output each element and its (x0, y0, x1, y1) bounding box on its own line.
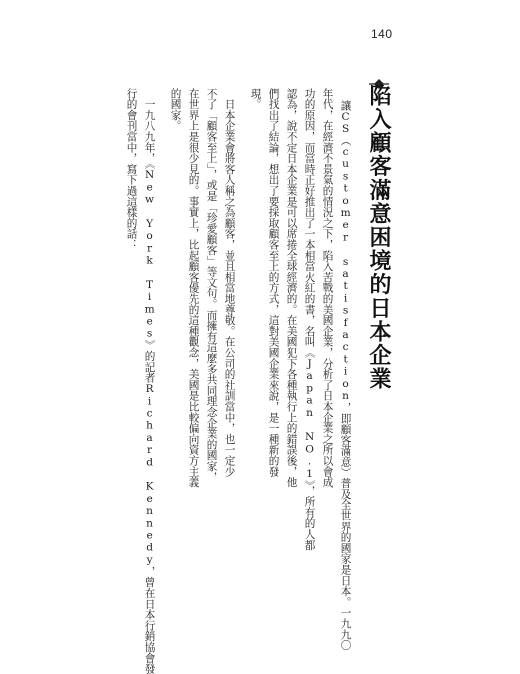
body-column-9: 在世界上是很少見的。事實上，比起顧客優先的這種觀念，美國是比較偏向資方主義 (187, 88, 200, 488)
body-column-8: 不了「顧客至上」，或是「珍愛顧客」等文句。而擁有這麼多共同理念企業的國家， (205, 88, 218, 483)
body-column-1: 讓CS（customer satisfaction，即顧客滿意）普及全世界的國家是日本。一九九〇 (339, 100, 352, 651)
body-column-12: 行的會刊當中，寫下過這樣的話： (125, 88, 138, 250)
body-column-2: 年代，在經濟不景氣的情況之下，陷入苦戰的美國企業，分析了日本企業之所以會成 (321, 88, 334, 488)
body-column-5: 們找出了結論，想出了要採取顧客至上的方式，這對美國企業來說，是一種新的發 (267, 88, 280, 477)
section-heading: 陷入顧客滿意困境的日本企業 (366, 84, 391, 391)
body-column-6: 現。 (249, 88, 262, 110)
page-number: 140 (371, 27, 393, 41)
body-column-3: 功的原因，而當時正好推出了一本相當火紅的書，名叫《Japan NO.1》，所有的人都 (303, 88, 316, 551)
body-column-10: 的國家。 (169, 88, 182, 132)
body-column-7: 日本企業會將客人稱之為顧客，並且相當地尊敬。在公司的社訓當中，也一定少 (223, 88, 236, 477)
body-column-11: 一九八九年，《New York Times》的記者Richard Kennedy，曾在日本行銷協會發 (143, 88, 156, 674)
body-column-4: 認為，說不定日本企業是可以席捲全球經濟的。在美國犯下各種執行上的錯誤後，他 (285, 88, 298, 488)
